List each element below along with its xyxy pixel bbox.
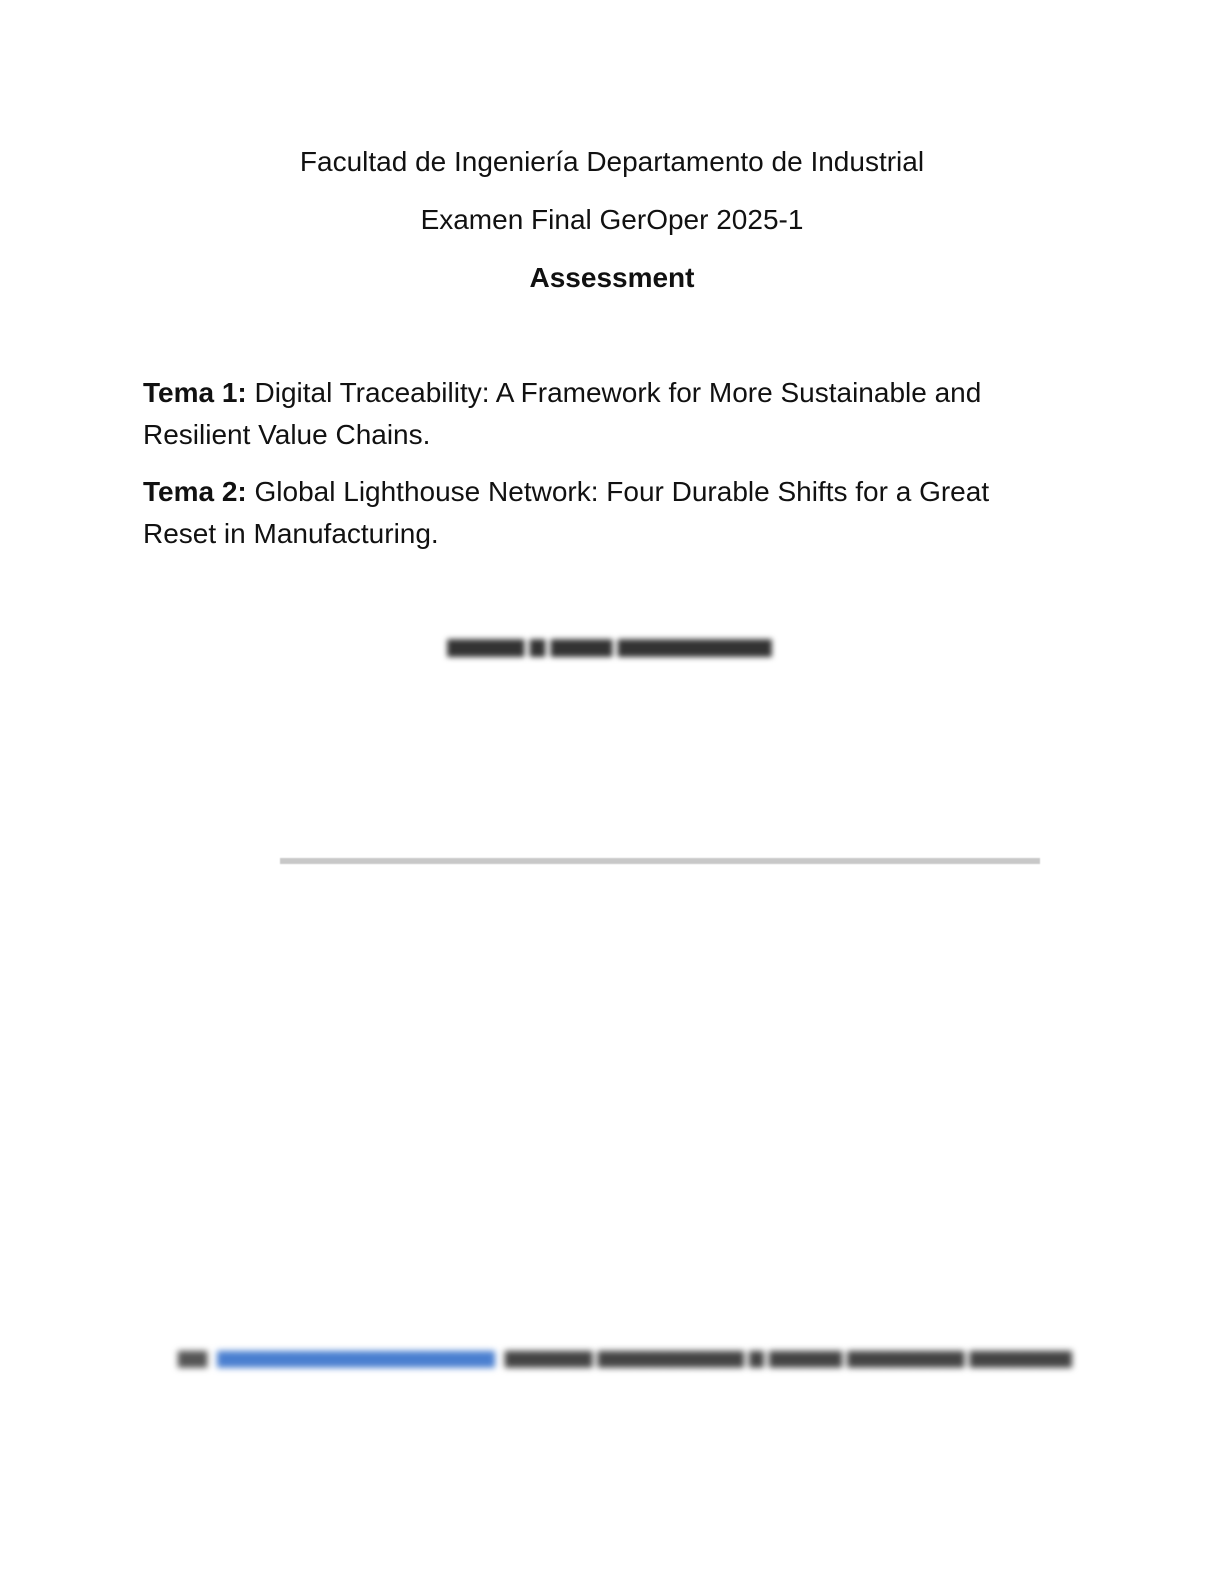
- assessment-title: Assessment: [529, 262, 695, 293]
- faculty-heading: Facultad de Ingeniería Departamento de Industrial: [299, 146, 925, 177]
- blurred-caption-text: ▆▆▆▆▆ ▆ ▆▆▆▆ ▆▆▆▆▆▆▆▆▆▆: [447, 634, 772, 657]
- footnote-text: ▆▆▆▆▆▆ ▆▆▆▆▆▆▆▆▆▆ ▆ ▆▆▆▆▆ ▆▆▆▆▆▆▆▆ ▆▆▆▆▆▆▆: [504, 1346, 1072, 1368]
- footnote-number: ▆▆: [178, 1346, 208, 1368]
- tema-2: [143, 471, 1043, 555]
- exam-title: Examen Final GerOper 2025-1: [420, 204, 804, 235]
- tema-2-text: Global Lighthouse Network: Four Durable Shifts for a Great Reset in Manufacturing.: [143, 476, 990, 549]
- tema-2-label: Tema 2:: [143, 476, 247, 507]
- blurred-footnote: [178, 1343, 1072, 1371]
- tema-1: [143, 372, 1043, 456]
- tema-1-text: Digital Traceability: A Framework for More Sustainable and Resilient Value Chains.: [143, 377, 982, 450]
- tema-1-label: Tema 1:: [143, 377, 247, 408]
- blurred-caption: [447, 632, 772, 658]
- horizontal-divider: [280, 858, 1040, 864]
- footnote-link[interactable]: ▆▆▆▆▆▆▆▆▆▆▆▆▆▆▆▆▆▆▆: [217, 1346, 495, 1368]
